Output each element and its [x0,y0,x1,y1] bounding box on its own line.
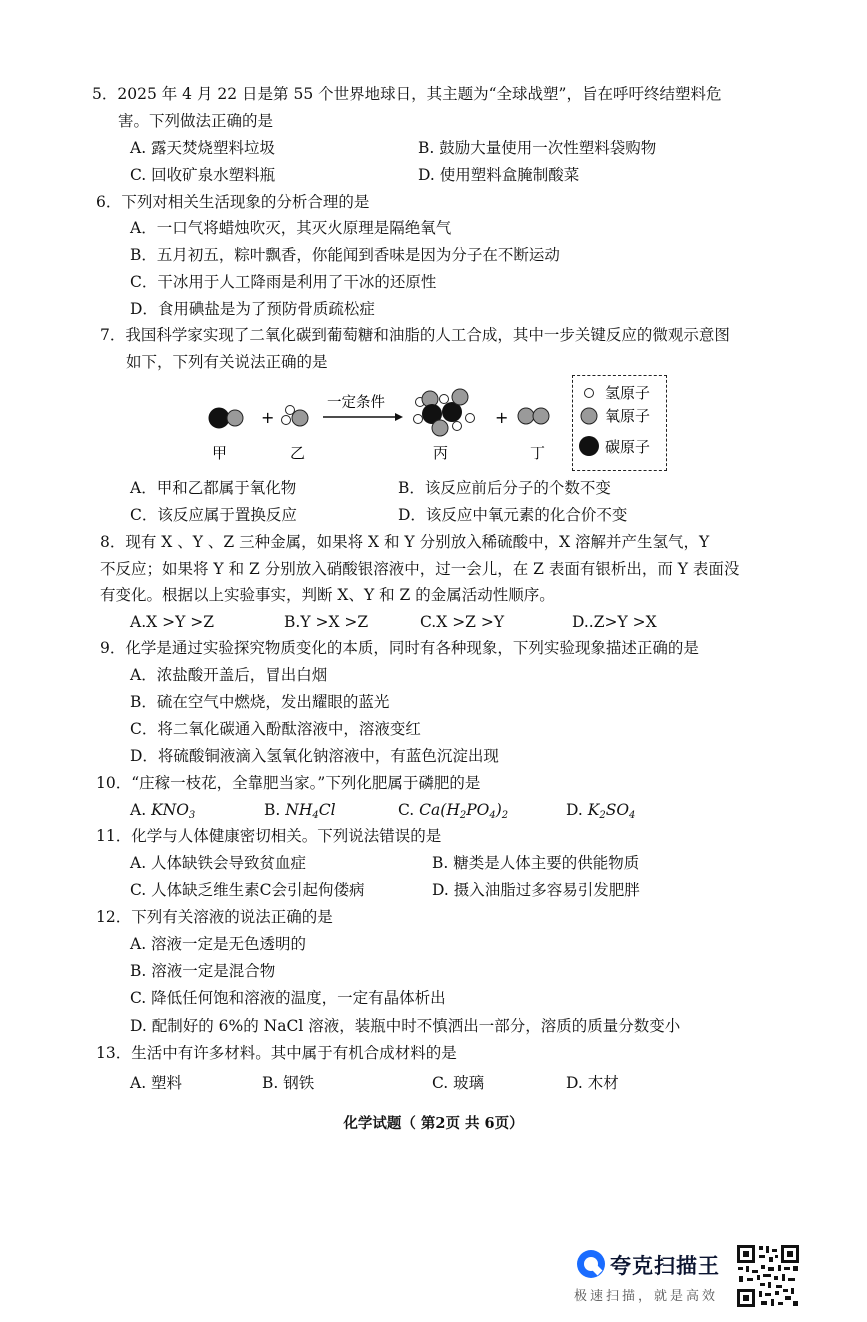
legend-hydrogen-label: 氢原子 [605,384,651,402]
atom-legend-symbols [573,376,666,470]
oxygen-atom [227,410,243,426]
hydrogen-atom [466,414,475,423]
q10-option-d: D. $K_2SO_4$ [566,801,636,821]
q12-option-b: B. 溶液一定是混合物 [130,962,276,980]
q7-option-a: A．甲和乙都属于氧化物 [130,479,297,497]
q12-option-a: A. 溶液一定是无色透明的 [130,935,307,953]
q10-option-c: C. $Ca(H_2PO_4)_2$ [398,801,509,821]
q5-stem-line2: 害。下列做法正确的是 [118,112,274,130]
legend-oxygen-label: 氧原子 [605,407,651,425]
oxygen-atom [292,410,308,426]
reaction-condition: 一定条件 [327,395,385,411]
q8-line3: 有变化。根据以上实验事实，判断 X、Y 和 Z 的金属活动性顺序。 [100,586,555,604]
legend-carbon-label: 碳原子 [605,438,651,456]
q6-option-d: D．食用碘盐是为了预防骨质疏松症 [130,300,375,318]
hydrogen-atom [414,415,423,424]
q7-stem-line1: 7．我国科学家实现了二氧化碳到葡萄糖和油脂的人工合成，其中一步关键反应的微观示意图 [100,326,730,344]
q9-option-a: A．浓盐酸开盖后，冒出白烟 [130,666,328,684]
q9-option-c: C．将二氧化碳通入酚酞溶液中，溶液变红 [130,720,421,738]
oxygen-atom [518,408,534,424]
molecule-jia [209,408,243,428]
q8-option-a: A.X >Y >Z [130,613,214,631]
plus-sign-2: + [495,408,509,427]
q11-option-c: C. 人体缺乏维生素C会引起佝偻病 [130,881,365,899]
q7-stem-line2: 如下，下列有关说法正确的是 [126,353,328,371]
q11-stem: 11．化学与人体健康密切相关。下列说法错误的是 [96,827,442,845]
molecule-ding [518,408,549,424]
q9-option-b: B．硫在空气中燃烧，发出耀眼的蓝光 [130,693,390,711]
q8-line2: 不反应；如果将 Y 和 Z 分别放入硝酸银溶液中，过一会儿，在 Z 表面有银析出，而 Y 表面没 [100,560,740,578]
q9-option-d: D．将硫酸铜液滴入氢氧化钠溶液中，有蓝色沉淀出现 [130,747,499,765]
label-ding: 丁 [530,444,546,462]
q13-option-a: A. 塑料 [130,1074,183,1092]
page-footer: 化学试题（ 第2页 共 6页） [343,1115,524,1132]
q6-option-a: A．一口气将蜡烛吹灭，其灭火原理是隔绝氧气 [130,219,452,237]
q10-option-b: B. $NH_4Cl$ [264,801,336,821]
q7-option-d: D．该反应中氧元素的化合价不变 [398,506,628,524]
q8-option-b: B.Y >X >Z [284,613,369,631]
q6-option-b: B．五月初五，粽叶飘香，你能闻到香味是因为分子在不断运动 [130,246,560,264]
q10-stem: 10．“庄稼一枝花，全靠肥当家。”下列化肥属于磷肥的是 [96,774,481,792]
q5-stem-line1: 5．2025 年 4 月 22 日是第 55 个世界地球日，其主题为“全球战塑”，旨在呼吁终结塑料危 [92,85,722,103]
label-jia: 甲 [212,444,228,462]
scanner-logo-icon [575,1248,607,1280]
carbon-atom [209,408,229,428]
watermark-app-name: 夸克扫描王 [610,1254,720,1278]
hydrogen-atom [453,422,462,431]
q11-option-d: D. 摄入油脂过多容易引发肥胖 [432,881,640,899]
plus-sign-1: + [261,408,275,427]
q12-stem: 12．下列有关溶液的说法正确的是 [96,908,333,926]
q13-option-c: C. 玻璃 [432,1074,485,1092]
legend-oxygen-icon [581,408,597,424]
q13-option-b: B. 钢铁 [262,1074,315,1092]
q11-option-a: A. 人体缺铁会导致贫血症 [130,854,307,872]
q9-stem: 9．化学是通过实验探究物质变化的本质，同时有各种现象，下列实验现象描述正确的是 [100,639,699,657]
molecule-bing [414,389,475,436]
q7-option-b: B．该反应前后分子的个数不变 [398,479,611,497]
q6-stem: 6．下列对相关生活现象的分析合理的是 [96,193,370,211]
q11-option-b: B. 糖类是人体主要的供能物质 [432,854,640,872]
reaction-arrowhead [395,413,403,421]
hydrogen-atom [282,416,291,425]
q13-stem: 13．生活中有许多材料。其中属于有机合成材料的是 [96,1044,457,1062]
legend-carbon-icon [579,436,599,456]
q13-option-d: D. 木材 [566,1074,619,1092]
oxygen-atom [452,389,468,405]
q8-option-c: C.X >Z >Y [420,613,505,631]
legend-hydrogen-icon [585,389,594,398]
oxygen-atom [533,408,549,424]
q8-option-d: D..Z>Y >X [572,613,657,631]
hydrogen-atom [440,395,449,404]
atom-legend [572,375,667,471]
q12-option-c: C. 降低任何饱和溶液的温度，一定有晶体析出 [130,989,446,1007]
label-yi: 乙 [290,444,306,462]
label-bing: 丙 [433,444,449,462]
q5-option-b: B. 鼓励大量使用一次性塑料袋购物 [418,139,657,157]
q5-option-c: C. 回收矿泉水塑料瓶 [130,166,276,184]
q7-option-c: C．该反应属于置换反应 [130,506,297,524]
oxygen-atom [432,420,448,436]
qr-code-icon [735,1243,801,1309]
reaction-diagram [195,385,565,470]
q5-option-d: D. 使用塑料盒腌制酸菜 [418,166,580,184]
q6-option-c: C．干冰用于人工降雨是利用了干冰的还原性 [130,273,437,291]
q8-line1: 8．现有 X 、Y 、Z 三种金属，如果将 X 和 Y 分别放入稀硫酸中，X 溶解并产生氢气，Y [100,533,710,551]
q5-option-a: A. 露天焚烧塑料垃圾 [130,139,276,157]
watermark-slogan: 极速扫描，就是高效 [574,1289,719,1304]
molecule-yi [282,406,309,427]
q12-option-d: D. 配制好的 6%的 NaCl 溶液，装瓶中时不慎洒出一部分，溶质的质量分数变小 [130,1017,681,1035]
q10-option-a: A. $KNO_3$ [130,801,196,821]
